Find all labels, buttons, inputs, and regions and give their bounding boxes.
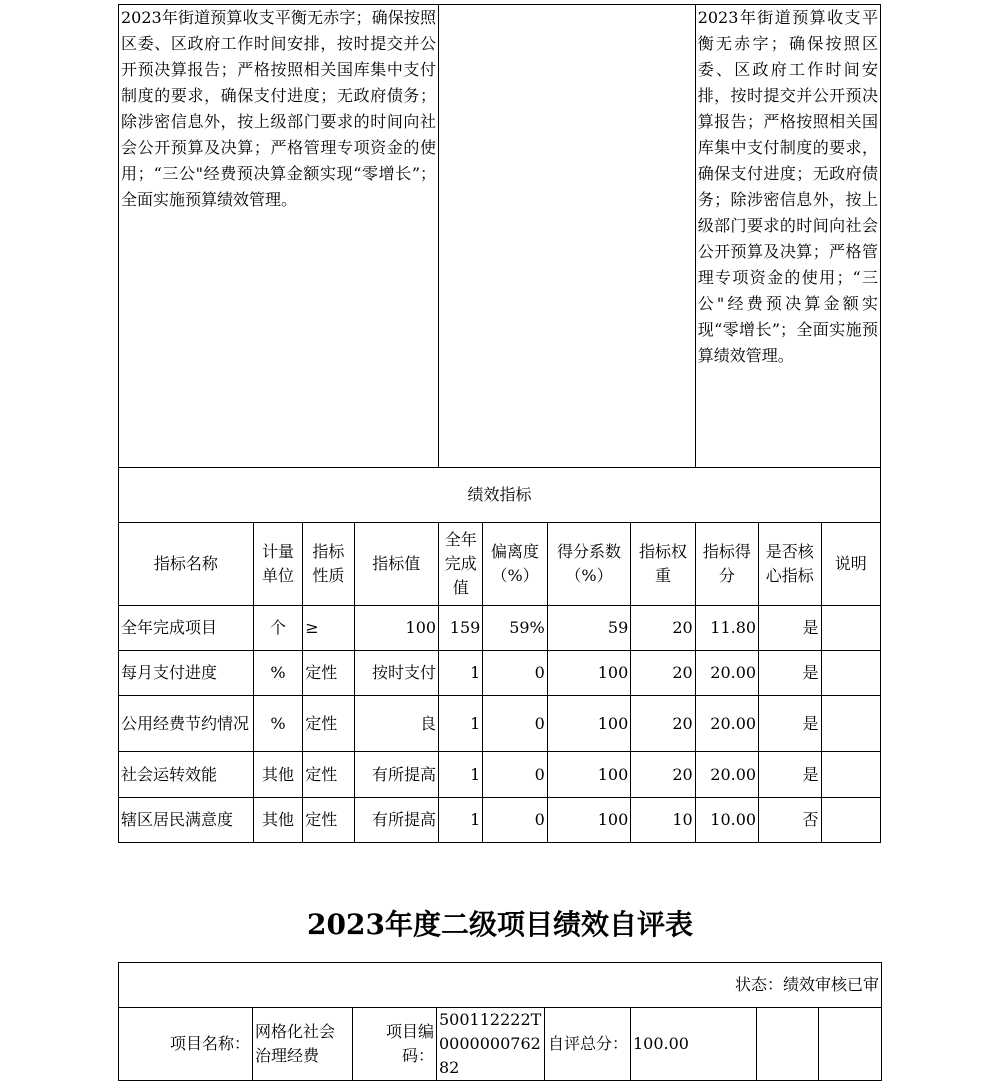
header-score: 指标得分 bbox=[695, 523, 758, 606]
cell-remark bbox=[821, 651, 881, 696]
cell-score: 20.00 bbox=[695, 752, 758, 798]
project-code-label: 项目编码： bbox=[353, 1008, 437, 1081]
header-nature: 指标性质 bbox=[303, 523, 354, 606]
header-target-value: 指标值 bbox=[354, 523, 439, 606]
cell-score: 10.00 bbox=[695, 798, 758, 843]
total-score-value: 100.00 bbox=[631, 1008, 757, 1081]
cell-core-indicator: 是 bbox=[759, 606, 821, 651]
cell-score: 20.00 bbox=[695, 651, 758, 696]
header-deviation: 偏离度（%） bbox=[483, 523, 547, 606]
cell-deviation: 0 bbox=[483, 651, 547, 696]
cell-weight: 20 bbox=[631, 606, 695, 651]
cell-remark bbox=[821, 606, 881, 651]
cell-nature: 定性 bbox=[303, 696, 354, 752]
cell-nature: 定性 bbox=[303, 651, 354, 696]
cell-score-coefficient: 100 bbox=[547, 651, 631, 696]
cell-indicator-name: 全年完成项目 bbox=[119, 606, 254, 651]
cell-deviation: 0 bbox=[483, 798, 547, 843]
cell-weight: 20 bbox=[631, 696, 695, 752]
cell-core-indicator: 是 bbox=[759, 752, 821, 798]
table-row bbox=[119, 606, 881, 651]
header-indicator-name: 指标名称 bbox=[119, 523, 254, 606]
cell-core-indicator: 否 bbox=[759, 798, 821, 843]
cell-deviation: 0 bbox=[483, 752, 547, 798]
project-info-table bbox=[118, 962, 882, 1081]
cell-target-value: 有所提高 bbox=[354, 752, 439, 798]
header-unit: 计量单位 bbox=[253, 523, 302, 606]
cell-remark bbox=[821, 798, 881, 843]
cell-score-coefficient: 100 bbox=[547, 696, 631, 752]
performance-indicator-table bbox=[118, 4, 881, 843]
empty-cell bbox=[819, 1008, 882, 1081]
total-score-label: 自评总分： bbox=[545, 1008, 631, 1081]
cell-remark bbox=[821, 696, 881, 752]
project-name-value: 网格化社会治理经费 bbox=[253, 1008, 353, 1081]
cell-core-indicator: 是 bbox=[759, 651, 821, 696]
cell-weight: 10 bbox=[631, 798, 695, 843]
cell-score-coefficient: 100 bbox=[547, 798, 631, 843]
cell-nature: 定性 bbox=[303, 752, 354, 798]
cell-indicator-name: 公用经费节约情况 bbox=[119, 696, 254, 752]
document-title: 2023年度二级项目绩效自评表 bbox=[307, 908, 693, 941]
status-row bbox=[119, 963, 882, 1008]
cell-target-value: 良 bbox=[354, 696, 439, 752]
cell-unit: % bbox=[253, 651, 302, 696]
cell-score: 20.00 bbox=[695, 696, 758, 752]
project-info-row bbox=[119, 1008, 882, 1081]
cell-completed-value: 1 bbox=[439, 651, 483, 696]
header-completed-value: 全年完成值 bbox=[439, 523, 483, 606]
empty-cell bbox=[757, 1008, 819, 1081]
cell-indicator-name: 辖区居民满意度 bbox=[119, 798, 254, 843]
cell-deviation: 0 bbox=[483, 696, 547, 752]
section-title: 绩效指标 bbox=[119, 468, 881, 523]
cell-target-value: 100 bbox=[354, 606, 439, 651]
cell-unit: 个 bbox=[253, 606, 302, 651]
header-row bbox=[119, 523, 881, 606]
cell-core-indicator: 是 bbox=[759, 696, 821, 752]
goal-description-row bbox=[119, 5, 881, 468]
table-row bbox=[119, 696, 881, 752]
cell-completed-value: 1 bbox=[439, 696, 483, 752]
cell-score-coefficient: 100 bbox=[547, 752, 631, 798]
header-core-indicator: 是否核心指标 bbox=[759, 523, 821, 606]
cell-remark bbox=[821, 752, 881, 798]
goal-text-middle bbox=[439, 5, 696, 468]
status-text: 状态：绩效审核已审 bbox=[119, 963, 882, 1008]
cell-target-value: 按时支付 bbox=[354, 651, 439, 696]
goal-text-left: 2023年街道预算收支平衡无赤字；确保按照区委、区政府工作时间安排，按时提交并公开预决算报告；严格按照相关国库集中支付制度的要求，确保支付进度；无政府债务；除涉密信息外，按上级部门要求的时间向社会公开预算及决算；严格管理专项资金的使用；“三公"经费预决算金额实现“零增长”；全面实施预算绩效管理。 bbox=[119, 5, 439, 468]
header-remark: 说明 bbox=[821, 523, 881, 606]
cell-unit: 其他 bbox=[253, 798, 302, 843]
cell-unit: 其他 bbox=[253, 752, 302, 798]
cell-deviation: 59% bbox=[483, 606, 547, 651]
cell-nature: ≥ bbox=[303, 606, 354, 651]
cell-score-coefficient: 59 bbox=[547, 606, 631, 651]
cell-nature: 定性 bbox=[303, 798, 354, 843]
cell-target-value: 有所提高 bbox=[354, 798, 439, 843]
table-row bbox=[119, 651, 881, 696]
cell-completed-value: 159 bbox=[439, 606, 483, 651]
cell-indicator-name: 每月支付进度 bbox=[119, 651, 254, 696]
cell-completed-value: 1 bbox=[439, 798, 483, 843]
goal-text-right: 2023年街道预算收支平衡无赤字；确保按照区委、区政府工作时间安排，按时提交并公开预决算报告；严格按照相关国库集中支付制度的要求，确保支付进度；无政府债务；除涉密信息外，按上级部门要求的时间向社会公开预算及决算；严格管理专项资金的使用；“三公"经费预决算金额实现“零增长”；全面实施预算绩效管理。 bbox=[695, 5, 880, 468]
table-row bbox=[119, 798, 881, 843]
section-title-row bbox=[119, 468, 881, 523]
cell-weight: 20 bbox=[631, 752, 695, 798]
cell-score: 11.80 bbox=[695, 606, 758, 651]
table-row bbox=[119, 752, 881, 798]
cell-completed-value: 1 bbox=[439, 752, 483, 798]
header-weight: 指标权重 bbox=[631, 523, 695, 606]
cell-weight: 20 bbox=[631, 651, 695, 696]
cell-unit: % bbox=[253, 696, 302, 752]
project-name-label: 项目名称： bbox=[119, 1008, 253, 1081]
project-code-value: 500112222T000000076282 bbox=[437, 1008, 545, 1081]
cell-indicator-name: 社会运转效能 bbox=[119, 752, 254, 798]
header-score-coefficient: 得分系数（%） bbox=[547, 523, 631, 606]
